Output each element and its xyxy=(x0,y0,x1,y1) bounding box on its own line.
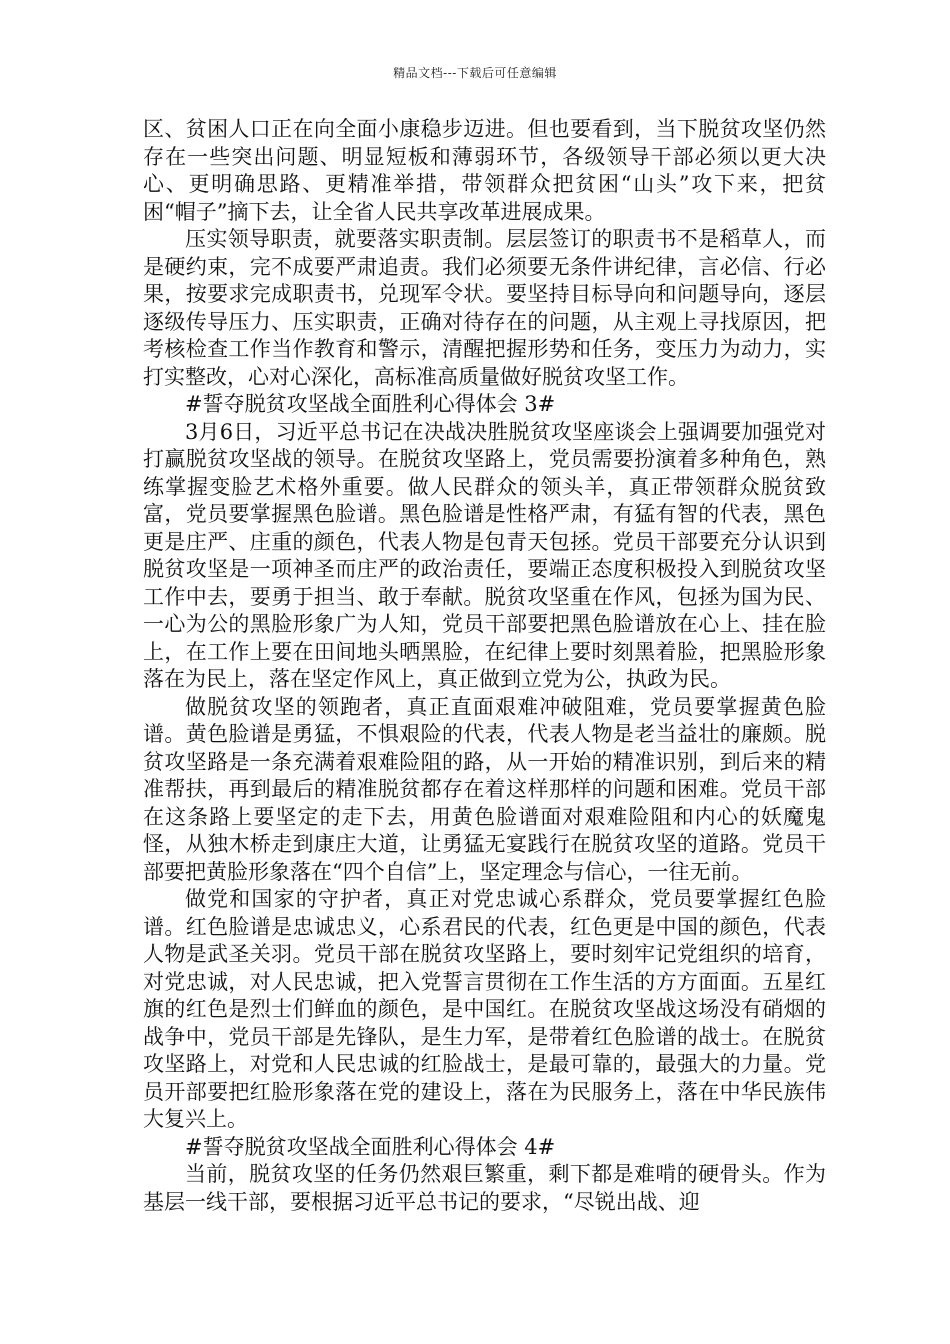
section-heading: #誓夺脱贫攻坚战全面胜利心得体会 4# xyxy=(185,1134,556,1159)
paragraph: 压实领导职责，就要落实职责制。层层签订的职责书不是稻草人，而是硬约束，完不成要严肃追责。我们必须要无条件讲纪律，言必信、行必果，按要求完成职责书，兑现军令状。要坚持目标导向和问题导向，逐层逐级传导压力、压实职责，正确对待存在的问题，从主观上寻找原因，把考核检查工作当作教育和警示，清醒把握形势和任务，变压力为动力，实打实整改，心对心深化，高标准高质量做好脱贫攻坚工作。 xyxy=(143,227,826,389)
paragraph: 3月6日，习近平总书记在决战决胜脱贫攻坚座谈会上强调要加强党对打赢脱贫攻坚战的领导。在脱贫攻坚路上，党员需要扮演着多种角色，熟练掌握变脸艺术格外重要。做人民群众的领头羊，真正带领群众脱贫致富，党员要掌握黑色脸谱。黑色脸谱是性格严肃，有猛有智的代表，黑色更是庄严、庄重的颜色，代表人物是包青天包拯。党员干部要充分认识到脱贫攻坚是一项神圣而庄严的政治责任，要端正态度积极投入到脱贫攻坚工作中去，要勇于担当、敢于奉献。脱贫攻坚重在作风，包拯为国为民、一心为公的黑脸形象广为人知，党员干部要把黑色脸谱放在心上、挂在脸上，在工作上要在田间地头晒黑脸，在纪律上要时刻黑着脸，把黑脸形象落在为民上，落在坚定作风上，真正做到立党为公，执政为民。 xyxy=(143,419,826,691)
page-header: 精品文档---下载后可任意编辑 xyxy=(393,66,557,80)
paragraph-continuation: 区、贫困人口正在向全面小康稳步迈进。但也要看到，当下脱贫攻坚仍然存在一些突出问题、明显短板和薄弱环节，各级领导干部必须以更大决心、更明确思路、更精准举措，带领群众把贫困“山头”攻下来，把贫困“帽子”摘下去，让全省人民共享改革进展成果。 xyxy=(143,117,826,224)
paragraph: 当前，脱贫攻坚的任务仍然艰巨繁重，剩下都是难啃的硬骨头。作为基层一线干部，要根据习近平总书记的要求，“尽锐出战、迎 xyxy=(143,1162,826,1214)
paragraph: 做脱贫攻坚的领跑者，真正直面艰难冲破阻难，党员要掌握黄色脸谱。黄色脸谱是勇猛，不惧艰险的代表，代表人物是老当益壮的廉颇。脱贫攻坚路是一条充满着艰难险阻的路，从一开始的精准识别，到后来的精准帮扶，再到最后的精准脱贫都存在着这样那样的问题和困难。党员干部在这条路上要坚定的走下去，用黄色脸谱面对艰难险阻和内心的妖魔鬼怪，从独木桥走到康庄大道，让勇猛无宴践行在脱贫攻坚的道路。党员干部要把黄脸形象落在“四个自信”上，坚定理念与信心，一往无前。 xyxy=(143,694,826,884)
section-heading: #誓夺脱贫攻坚战全面胜利心得体会 3# xyxy=(185,392,556,416)
paragraph: 做党和国家的守护者，真正对党忠诚心系群众，党员要掌握红色脸谱。红色脸谱是忠诚忠义，心系君民的代表，红色更是中国的颜色，代表人物是武圣关羽。党员干部在脱贫攻坚路上，要时刻牢记党组织的培育，对党忠诚，对人民忠诚，把入党誓言贯彻在工作生活的方方面面。五星红旗的红色是烈士们鲜血的颜色，是中国红。在脱贫攻坚战这场没有硝烟的战争中，党员干部是先锋队，是生力军，是带着红色脸谱的战士。在脱贫攻坚路上，对党和人民忠诚的红脸战士，是最可靠的，最强大的力量。党员开部要把红脸形象落在党的建设上，落在为民服务上，落在中华民族伟大复兴上。 xyxy=(143,887,826,1131)
document-body xyxy=(143,116,826,1216)
